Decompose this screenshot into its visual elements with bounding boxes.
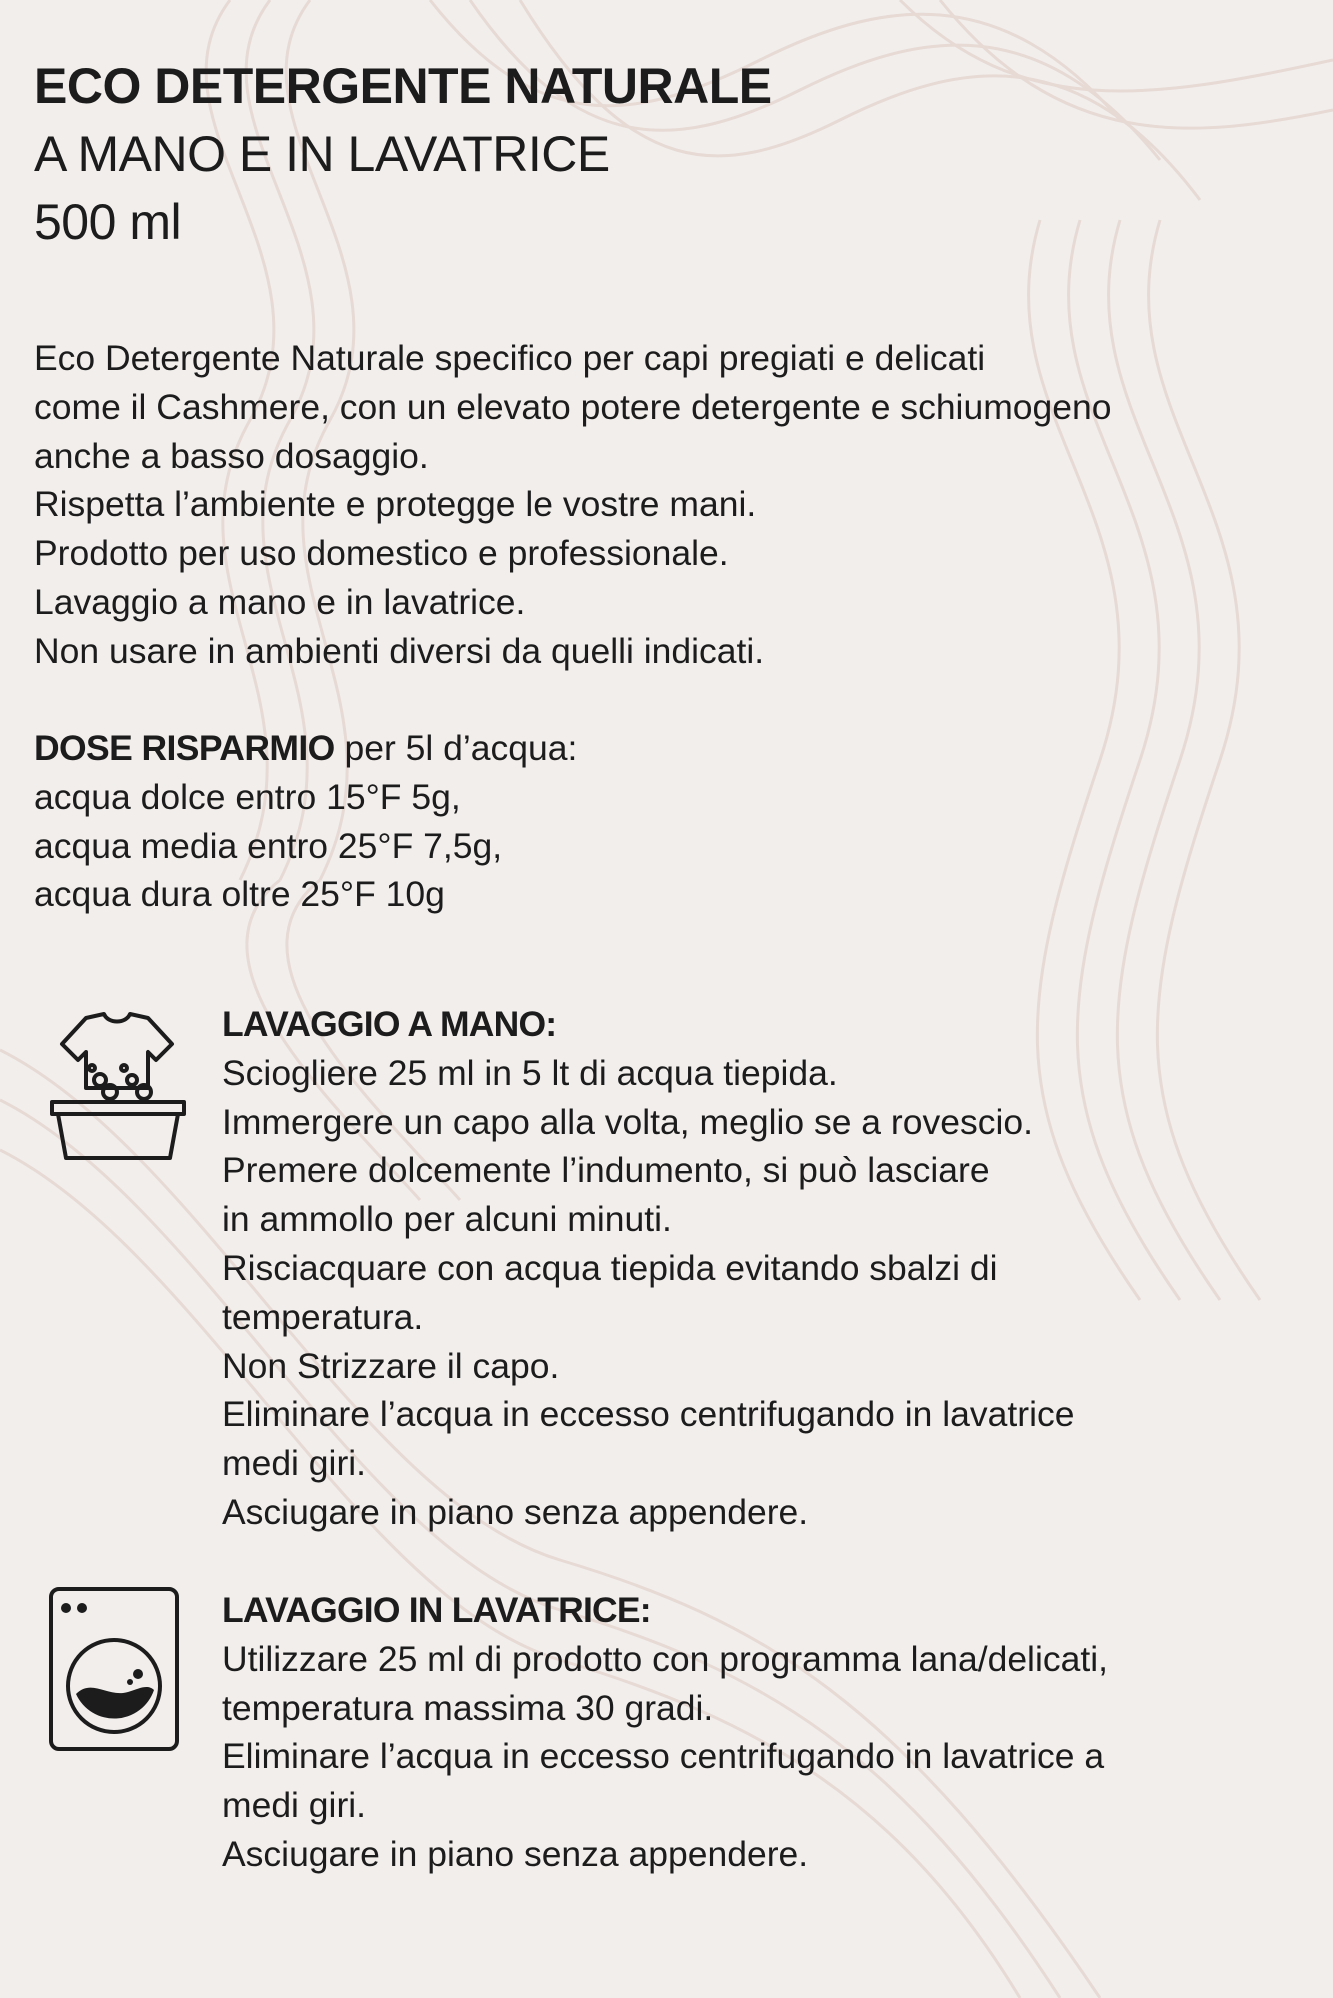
machine-wash-instructions [222,1586,1322,1879]
dose-section [34,724,1034,919]
dose-heading-suffix: per 5l d’acqua: [334,728,578,768]
product-description [34,334,1324,676]
description-line: Prodotto per uso domestico e professionale. [34,533,729,574]
hand-wash-line: Sciogliere 25 ml in 5 lt di acqua tiepida. [222,1052,838,1093]
hand-wash-line: Asciugare in piano senza appendere. [222,1491,809,1532]
product-title [34,52,772,256]
dose-title-line [34,724,1034,773]
description-line: Non usare in ambienti diversi da quelli indicati. [34,630,765,671]
description-line: Eco Detergente Naturale specifico per capi pregiati e delicati [34,338,986,378]
hand-wash-line: Non Strizzare il capo. [222,1345,560,1386]
machine-wash-line: Utilizzare 25 ml di prodotto con programma lana/delicati, [222,1638,1108,1679]
title-line-volume: 500 ml [34,194,182,250]
hand-wash-line: Premere dolcemente l’indumento, si può lasciare [222,1150,990,1191]
dose-line: acqua dolce entro 15°F 5g, [34,776,461,817]
machine-wash-heading: LAVAGGIO IN LAVATRICE: [222,1590,651,1630]
dose-line: acqua media entro 25°F 7,5g, [34,825,503,866]
machine-wash-line: Eliminare l’acqua in eccesso centrifugando in lavatrice a [222,1736,1105,1777]
title-line-name: ECO DETERGENTE NATURALE [34,58,772,114]
dose-heading: DOSE RISPARMIO [34,728,335,768]
title-line-usage: A MANO E IN LAVATRICE [34,126,610,182]
machine-wash-line: Asciugare in piano senza appendere. [222,1833,809,1874]
washing-machine-icon [48,1586,180,1757]
machine-wash-line: medi giri. [222,1785,367,1826]
description-line: Lavaggio a mano e in lavatrice. [34,581,526,622]
hand-wash-line: in ammollo per alcuni minuti. [222,1199,672,1240]
machine-wash-line: temperatura massima 30 gradi. [222,1687,714,1728]
description-line: Rispetta l’ambiente e protegge le vostre mani. [34,484,757,525]
description-line: anche a basso dosaggio. [34,435,429,476]
dose-line: acqua dura oltre 25°F 10g [34,874,445,915]
hand-wash-line: temperatura. [222,1296,424,1337]
hand-wash-line: Risciacquare con acqua tiepida evitando sbalzi di [222,1247,998,1288]
hand-wash-instructions [222,1000,1322,1537]
hand-wash-line: Immergere un capo alla volta, meglio se a rovescio. [222,1101,1033,1142]
hand-wash-line: medi giri. [222,1443,367,1484]
hand-wash-basin-icon [48,1010,188,1175]
hand-wash-heading: LAVAGGIO A MANO: [222,1004,557,1044]
description-line: come il Cashmere, con un elevato potere detergente e schiumogeno [34,386,1112,427]
hand-wash-line: Eliminare l’acqua in eccesso centrifugando in lavatrice [222,1394,1075,1435]
